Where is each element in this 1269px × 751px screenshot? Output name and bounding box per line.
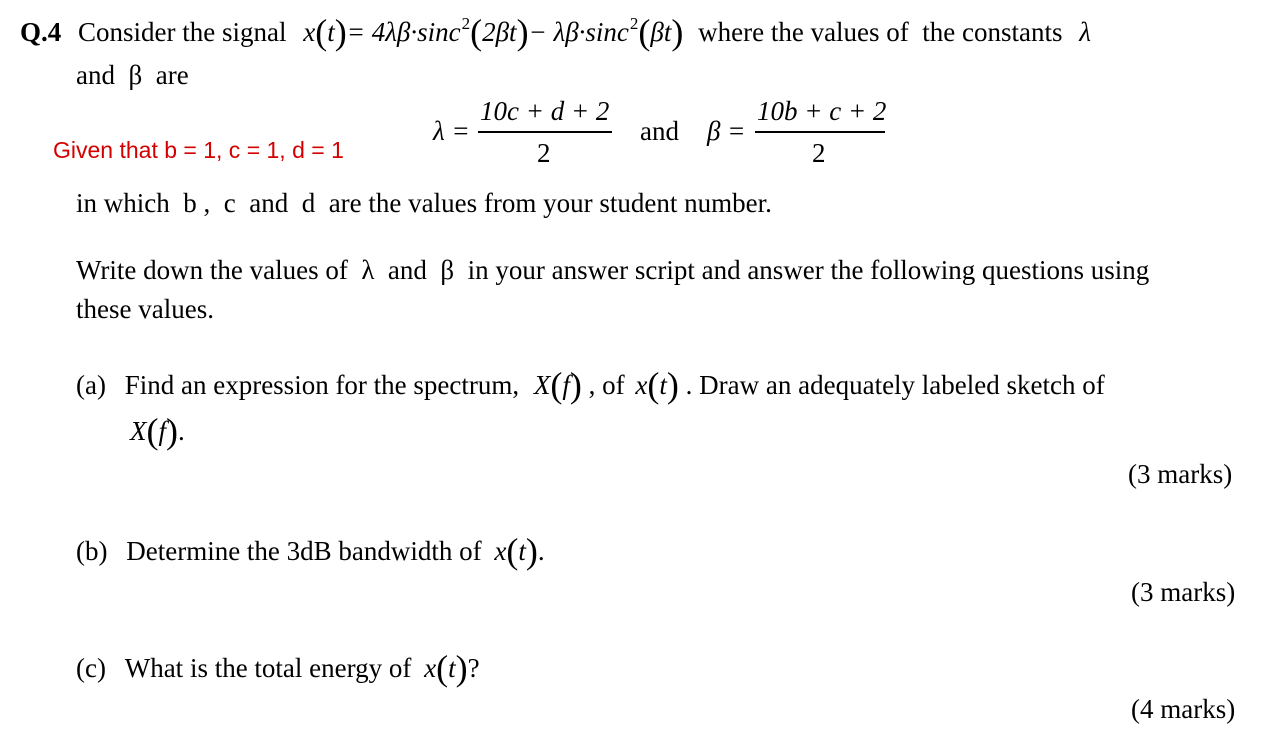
- part-c-text: What is the total energy of: [124, 653, 412, 683]
- part-a-text-after: . Draw an adequately labeled sketch of: [685, 370, 1105, 400]
- part-c-line: [76, 650, 480, 686]
- question-number: Q.4: [20, 17, 62, 47]
- beta-numerator: 10b + c + 2: [757, 96, 887, 126]
- lambda-lhs: λ =: [433, 116, 470, 146]
- signal-expression: x(t)= 4λβ·sinc$^2$(2βt)− λβ·sinc$^2$(βt): [303, 12, 684, 52]
- part-b-label: (b): [76, 536, 108, 566]
- beta-fraction-bar: [755, 131, 885, 133]
- part-a-line-2: X(f).: [130, 411, 185, 451]
- part-c-signal: x(t)?: [424, 648, 480, 688]
- instruction-line-2: these values.: [76, 294, 214, 324]
- lambda-denominator: 2: [537, 138, 551, 168]
- part-b-text: Determine the 3dB bandwidth of: [126, 536, 482, 566]
- part-a-line-1: (a) Find an expression for the spectrum, X(f) , of x(t) . Draw an adequately labeled sketch of: [76, 365, 1105, 405]
- part-c-label: (c): [76, 653, 106, 683]
- part-a-signal: x(t): [635, 365, 679, 405]
- question-line-1: [20, 14, 1091, 50]
- lambda-numerator: 10c + d + 2: [480, 96, 610, 126]
- question-line-2: and β are: [76, 60, 189, 90]
- part-a-spectrum: X(f): [533, 365, 582, 405]
- part-a-marks: (3 marks): [1128, 459, 1233, 489]
- part-a-text: Find an expression for the spectrum,: [124, 370, 520, 400]
- intro-text: Consider the signal: [78, 17, 287, 47]
- part-b-signal: x(t).: [494, 531, 545, 571]
- beta-denominator: 2: [812, 138, 826, 168]
- part-a-label: (a): [76, 370, 106, 400]
- lambda-fraction-bar: [478, 131, 612, 133]
- which-text: in which b , c and d are the values from your student number.: [76, 188, 772, 218]
- and-word: and: [640, 116, 679, 146]
- part-b-line: [76, 533, 545, 569]
- part-b-marks: (3 marks): [1131, 577, 1236, 607]
- beta-lhs: β =: [707, 116, 746, 146]
- given-note: Given that b = 1, c = 1, d = 1: [53, 137, 344, 163]
- lambda-symbol: λ: [1079, 17, 1091, 47]
- instruction-line-1: Write down the values of λ and β in your answer script and answer the following questions using: [76, 255, 1150, 285]
- part-c-marks: (4 marks): [1131, 694, 1236, 724]
- where-text: where the values of the constants: [698, 17, 1063, 47]
